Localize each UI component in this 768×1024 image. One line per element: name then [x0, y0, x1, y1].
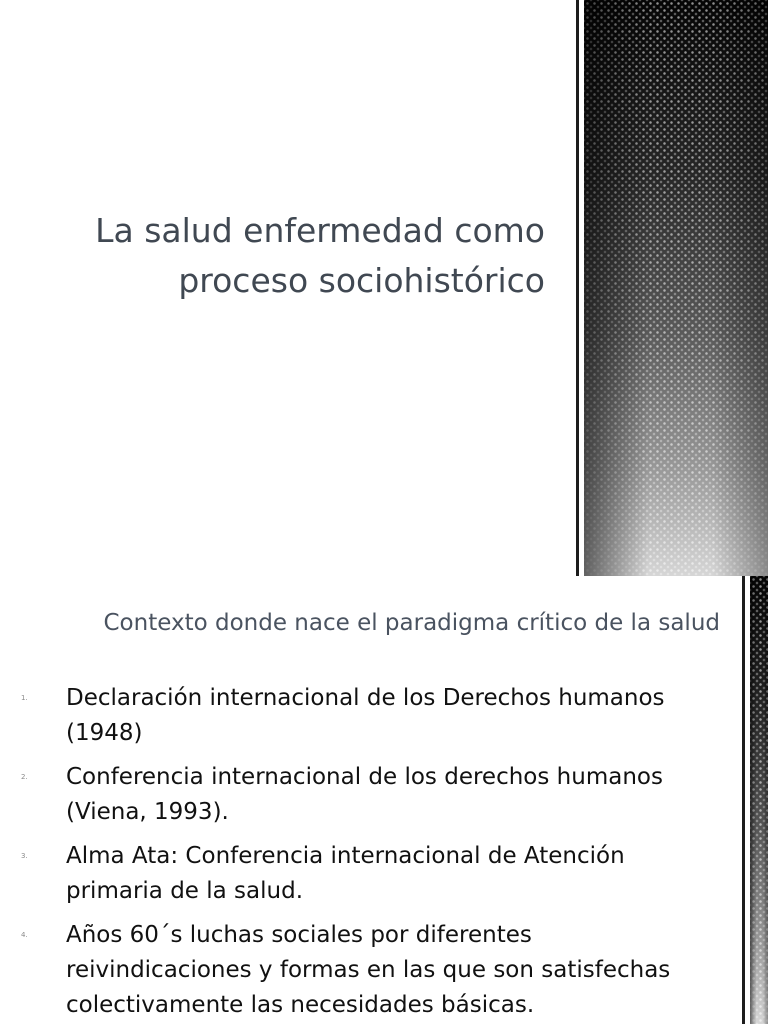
decorative-divider [742, 576, 745, 1024]
slide-title-line-1: La salud enfermedad como [95, 211, 545, 250]
list-item-number: 1. [21, 694, 28, 702]
content-slide [0, 576, 768, 1024]
slide-title-line-2: proceso sociohistórico [178, 261, 545, 300]
list-item [0, 681, 706, 751]
decorative-divider [576, 0, 579, 576]
slide-subtitle: Contexto donde nace el paradigma crítico de la salud [103, 610, 720, 636]
list-item-number: 3. [21, 852, 28, 860]
list-item-text: Alma Ata: Conferencia internacional de Atención primaria de la salud. [66, 843, 625, 904]
decorative-texture-panel [584, 0, 768, 576]
panel-shading [584, 0, 768, 576]
context-list [0, 681, 740, 1024]
panel-shading [750, 576, 768, 1024]
list-item [0, 918, 706, 1023]
list-item [0, 760, 706, 830]
list-item-text: Años 60´s luchas sociales por diferentes reivindicaciones y formas en las que son satisfechas colectivamente las necesidades básicas. [66, 922, 671, 1018]
list-item [0, 839, 706, 909]
decorative-texture-panel [750, 576, 768, 1024]
list-item-text: Declaración internacional de los Derechos humanos (1948) [66, 685, 665, 746]
list-item-number: 4. [21, 931, 28, 939]
list-item-number: 2. [21, 773, 28, 781]
slide-title [40, 206, 545, 306]
list-item-text: Conferencia internacional de los derechos humanos (Viena, 1993). [66, 764, 663, 825]
